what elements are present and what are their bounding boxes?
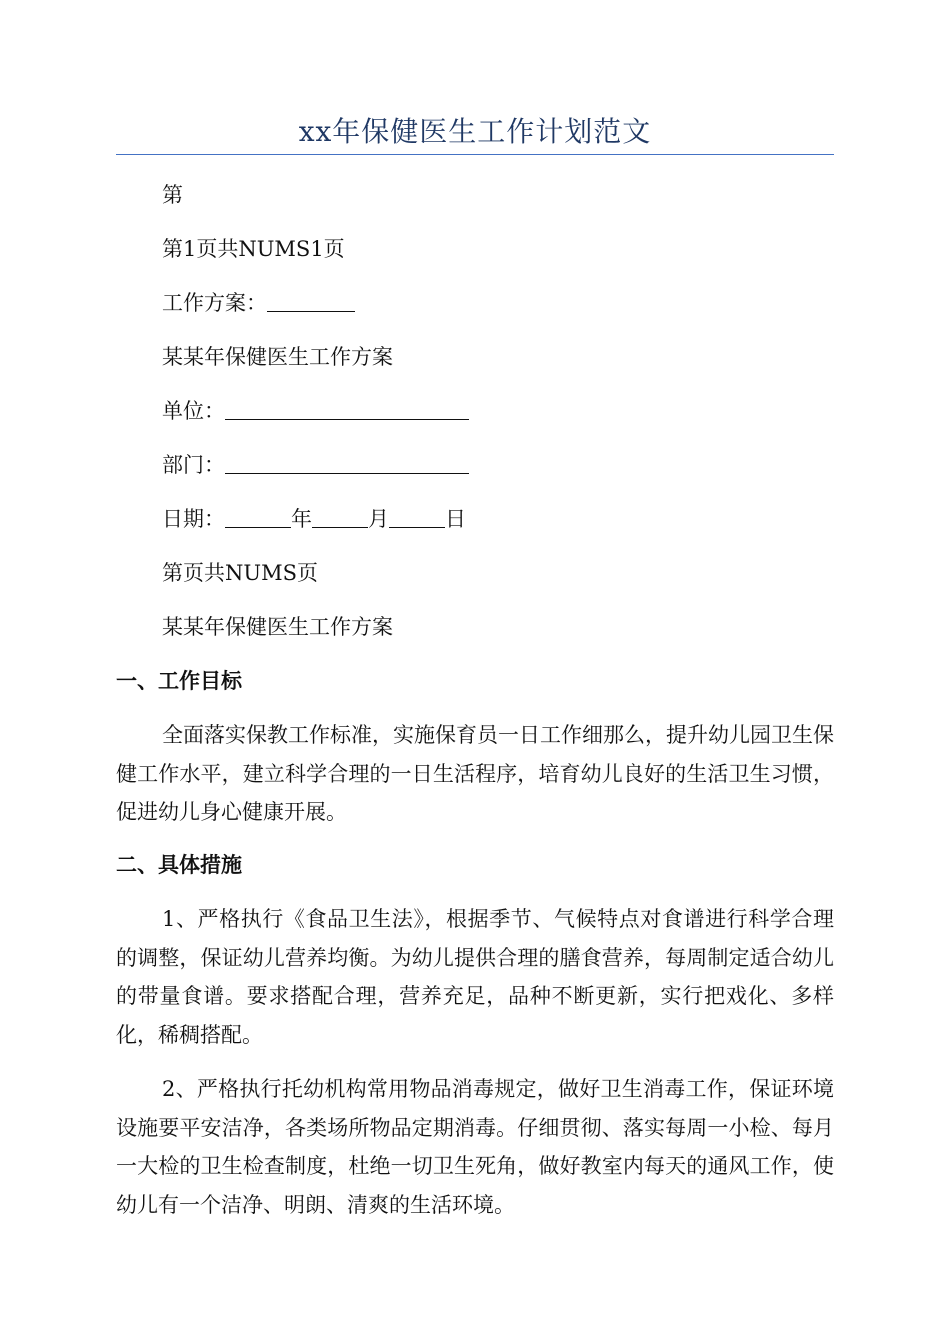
year-blank <box>225 505 291 528</box>
plan-label: 工作方案： <box>162 291 267 315</box>
document-title: xx年保健医生工作计划范文 <box>298 115 652 148</box>
line-plan-subtitle: 某某年保健医生工作方案 <box>162 345 393 369</box>
paragraph-measure-2: 2、严格执行托幼机构常用物品消毒规定，做好卫生消毒工作，保证环境设施要平安洁净，各类场所物品定期消毒。仔细贯彻、落实每周一小检、每月一大检的卫生检查制度，杜绝一切卫生死角，做好教室内每天的通风工作，使幼儿有一个洁净、明朗、清爽的生活环境。 <box>116 1077 834 1217</box>
date-label: 日期： <box>162 507 225 531</box>
date-year: 年 <box>291 507 312 531</box>
dept-label: 部门： <box>162 453 225 477</box>
paragraph-goals: 全面落实保教工作标准，实施保育员一日工作细那么，提升幼儿园卫生保健工作水平，建立科学合理的一日生活程序，培育幼儿良好的生活卫生习惯，促进幼儿身心健康开展。 <box>116 723 834 824</box>
line-page-count-2: 第页共NUMS页 <box>162 561 318 585</box>
line-page-count: 第1页共NUMS1页 <box>162 237 345 261</box>
line-di: 第 <box>162 183 183 207</box>
section-heading-goals: 一、工作目标 <box>116 669 242 693</box>
date-day: 日 <box>445 507 466 531</box>
title-underline <box>116 154 834 155</box>
day-blank <box>389 505 445 528</box>
section-heading-measures: 二、具体措施 <box>116 853 242 877</box>
line-plan-subtitle-2: 某某年保健医生工作方案 <box>162 615 393 639</box>
plan-blank <box>267 289 355 312</box>
line-plan <box>162 288 355 318</box>
line-dept <box>162 450 469 480</box>
dept-blank <box>225 451 469 474</box>
unit-label: 单位： <box>162 399 225 423</box>
line-date <box>162 504 466 534</box>
date-month: 月 <box>368 507 389 531</box>
unit-blank <box>225 397 469 420</box>
line-unit <box>162 396 469 426</box>
paragraph-measure-1: 1、严格执行《食品卫生法》，根据季节、气候特点对食谱进行科学合理的调整，保证幼儿营养均衡。为幼儿提供合理的膳食营养，每周制定适合幼儿的带量食谱。要求搭配合理，营养充足，品种不断更新，实行把戏化、多样化，稀稠搭配。 <box>116 907 834 1047</box>
month-blank <box>312 505 368 528</box>
